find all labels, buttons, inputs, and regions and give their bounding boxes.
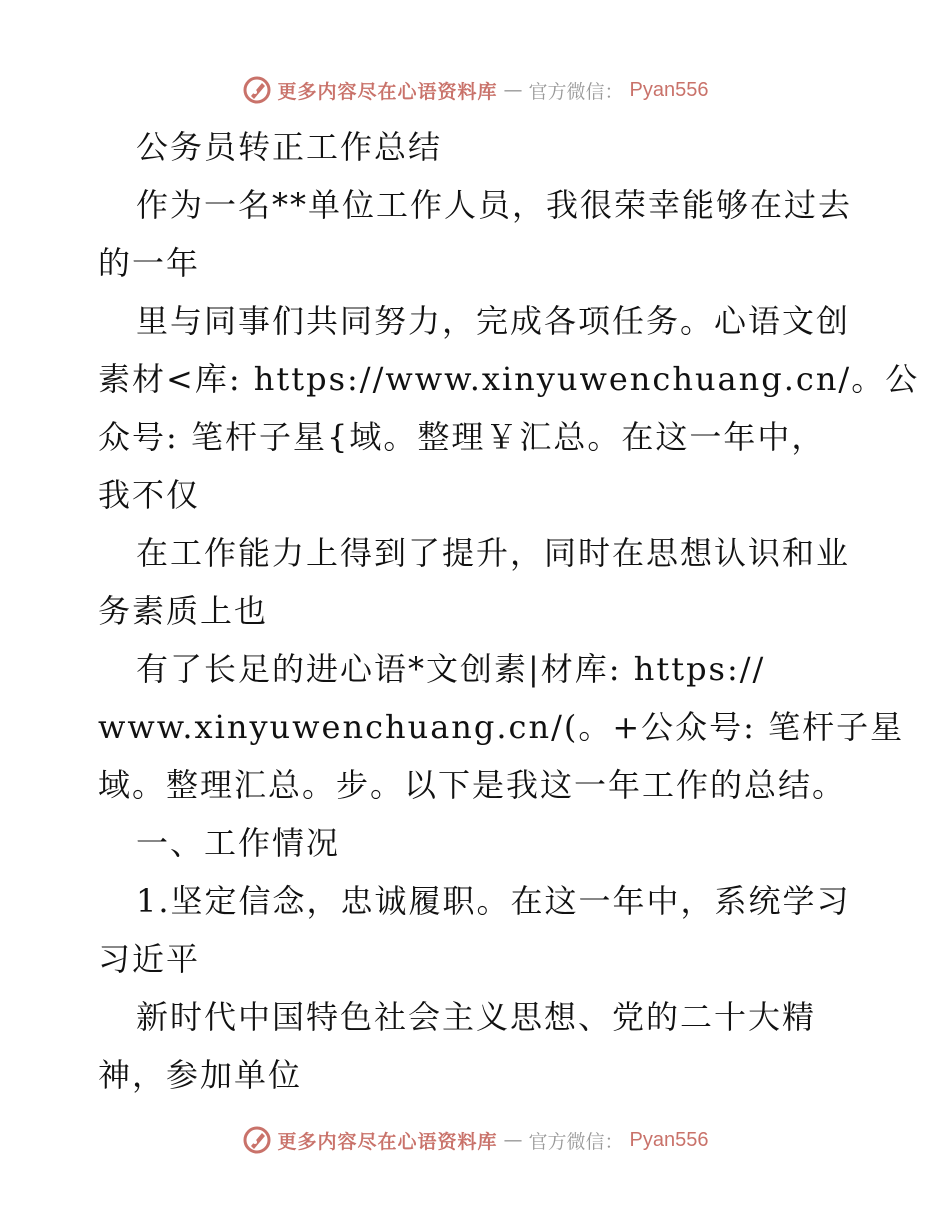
doc-line: 1.坚定信念，忠诚履职。在这一年中，系统学习 [136,882,851,920]
footer-banner [0,1122,950,1158]
doc-line: 新时代中国特色社会主义思想、党的二十大精 [136,998,817,1036]
pen-logo-icon [242,75,272,105]
doc-line: 习近平 [98,940,201,978]
banner-text: 更多内容尽在心语资料库 [277,1130,498,1153]
doc-line: 在工作能力上得到了提升，同时在思想认识和业 [136,534,851,572]
pen-logo-icon [242,1125,272,1155]
doc-line: 域。整理汇总。步。以下是我这一年工作的总结。 [98,766,847,804]
doc-line: www.xinyuwenchuang.cn/(。+公众号: 笔杆子星 [98,708,905,746]
doc-line: 众号: 笔杆子星{域。整理￥汇总。在这一年中， [98,418,826,456]
header-banner [0,72,950,108]
doc-line: 有了长足的进心语*文创素|材库: https:// [136,650,766,688]
banner-wechat-id: Pyan556 [629,1128,709,1151]
doc-line: 里与同事们共同努力，完成各项任务。心语文创 [136,302,851,340]
doc-line: 务素质上也 [98,592,269,630]
doc-line: 我不仅 [98,476,201,514]
section-heading: 一、工作情况 [136,824,341,862]
doc-title: 公务员转正工作总结 [136,128,443,166]
banner-text: 更多内容尽在心语资料库 [277,80,498,103]
document-body [98,118,920,1104]
doc-line: 作为一名**单位工作人员，我很荣幸能够在过去 [136,186,853,224]
banner-label: 官方微信： [528,1130,624,1153]
doc-line: 的一年 [98,244,201,282]
banner-wechat-id: Pyan556 [629,78,709,101]
doc-line: 神，参加单位 [98,1056,303,1094]
banner-dash: — [503,79,523,101]
banner-label: 官方微信： [528,80,624,103]
doc-line: 素材<库: https://www.xinyuwenchuang.cn/。公 [98,360,920,398]
banner-dash: — [503,1129,523,1151]
